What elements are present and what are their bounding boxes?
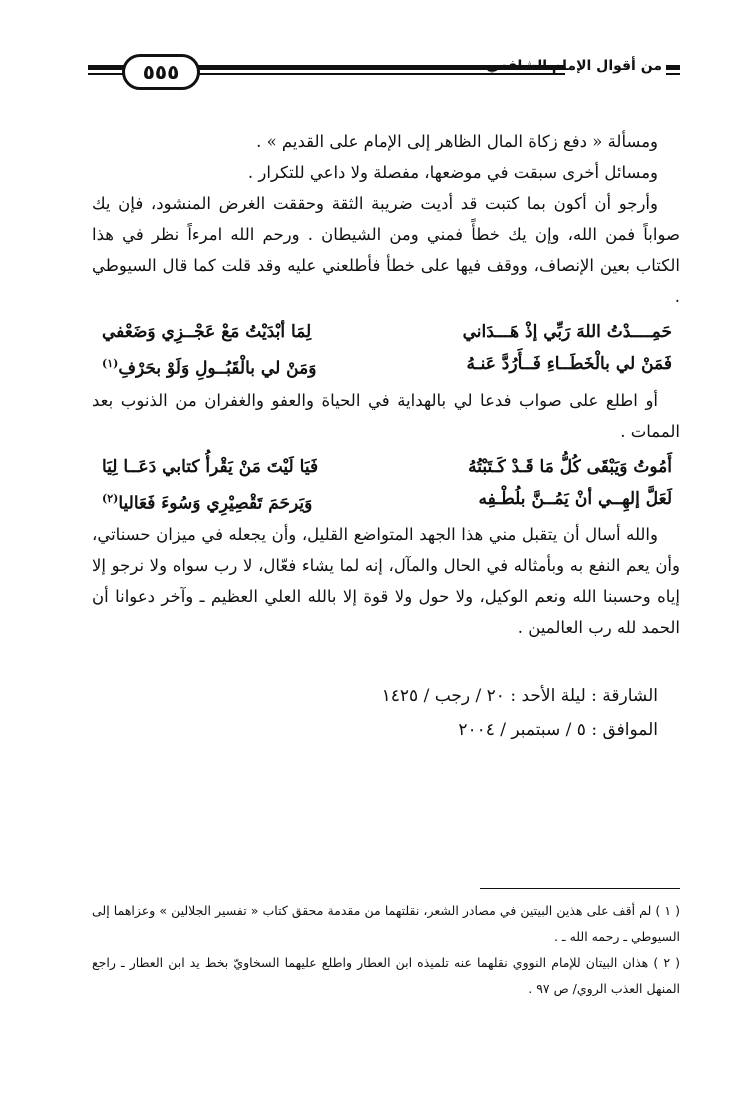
verse-hemistich: لَعَلَّ إلهِــي أنْ يَمُــنَّ بلُطْـفِه <box>478 488 672 509</box>
main-text <box>92 126 680 747</box>
page-header <box>88 52 680 92</box>
verse-hemistich: حَمِــــدْتُ اللهَ رَبِّي إذْ هَـــدَاني <box>462 322 672 342</box>
footnote: ( ٢ ) هذان البيتان للإمام النووي نقلهما عنه تلميذه ابن العطار واطلع عليهما السخاويّ بخط يد ابن العطار ـ راجع المنهل العذب الروي/ ص ٩٧ . <box>92 955 680 996</box>
verse-hemistich: وَيَرحَمَ تَقْصِيْرِي وَسُوءَ فَعَاليا$^{(٢)}$ <box>102 491 313 514</box>
paragraph: أو اطلع على صواب فدعا لي بالهداية في الحياة والعفو والغفران من الذنوب بعد الممات . <box>92 390 680 441</box>
running-title: من أقوال الإمام الشافعي <box>486 58 662 74</box>
header-rule-right <box>666 65 680 70</box>
verse-hemistich: فَمَنْ لي بالْخَطَــاءِ فَــأَرُدَّ عَنـهُ <box>466 354 672 374</box>
footnote-separator <box>480 888 680 889</box>
header-rule-right-thin <box>666 73 680 75</box>
paragraph: والله أسال أن يتقبل مني هذا الجهد المتواضع القليل، وأن يجعله في ميزان حسناتي، وأن يعم النفع به وبأمثاله في الحال والمآل، إنه لما يشاء فعّال، لا رب سواه ولا نرجو إلا إياه وحسبنا الله ونعم الوكيل، ولا حول ولا قوة إلا بالله العلي العظيم ـ وآخر دعوانا أن الحمد لله رب العالمين . <box>92 525 680 638</box>
footnote-ref: (٢) <box>102 491 119 505</box>
verse-hemistich: أَمُوتُ وَيَبْقَى كُلُّ مَا قَـدْ كَـتَبْتُهُ <box>468 456 672 477</box>
verse-line <box>102 316 672 348</box>
verse-line <box>102 483 672 520</box>
verse-hemistich: وَمَنْ لي بالْقَبُــولِ وَلَوْ بحَرْفِ$^{(١)}$ <box>102 357 317 379</box>
paragraph: ومسائل أخرى سبقت في موضعها، مفصلة ولا داعي للتكرار . <box>247 163 658 182</box>
footnotes <box>92 898 680 1002</box>
verse-hemistich: فَيَا لَيْتَ مَنْ يَقْرأُ كتابي دَعَــا لِيَا <box>102 456 319 477</box>
footnote: ( ١ ) لم أقف على هذين البيتين في مصادر الشعر، نقلتهما من مقدمة محقق كتاب « تفسير الجلالين » وعزاهما إلى السيوطي ـ رحمه الله ـ . <box>92 903 680 944</box>
footnote-ref: (١) <box>102 357 119 370</box>
verse-line <box>102 451 672 483</box>
verse-line <box>102 348 672 385</box>
signature-gregorian-date: الموافق : ٥ / سبتمبر / ٢٠٠٤ <box>458 720 658 741</box>
paragraph: ومسألة « دفع زكاة المال الظاهر إلى الإمام على القديم » . <box>256 132 658 151</box>
signature-block <box>92 679 680 747</box>
page-number: ٥٥٥ <box>122 54 200 90</box>
signature-place-date: الشارقة : ليلة الأحد : ٢٠ / رجب / ١٤٢٥ <box>381 686 658 707</box>
paragraph: وأرجو أن أكون بما كتبت قد أديت ضريبة الثقة وحققت الغرض المنشود، فإن يك صواباً فمن الله، وإن يك خطأً فمني ومن الشيطان . ورحم الله امرءاً نظر في هذا الكتاب بعين الإنصاف، ووقف فيها على خطأ فأطلعني عليه وقد قلت كما قال السيوطي . <box>92 194 680 306</box>
verse-hemistich: لِمَا أبْدَيْتُ مَعْ عَجْــزِي وَضَعْفي <box>102 322 312 342</box>
